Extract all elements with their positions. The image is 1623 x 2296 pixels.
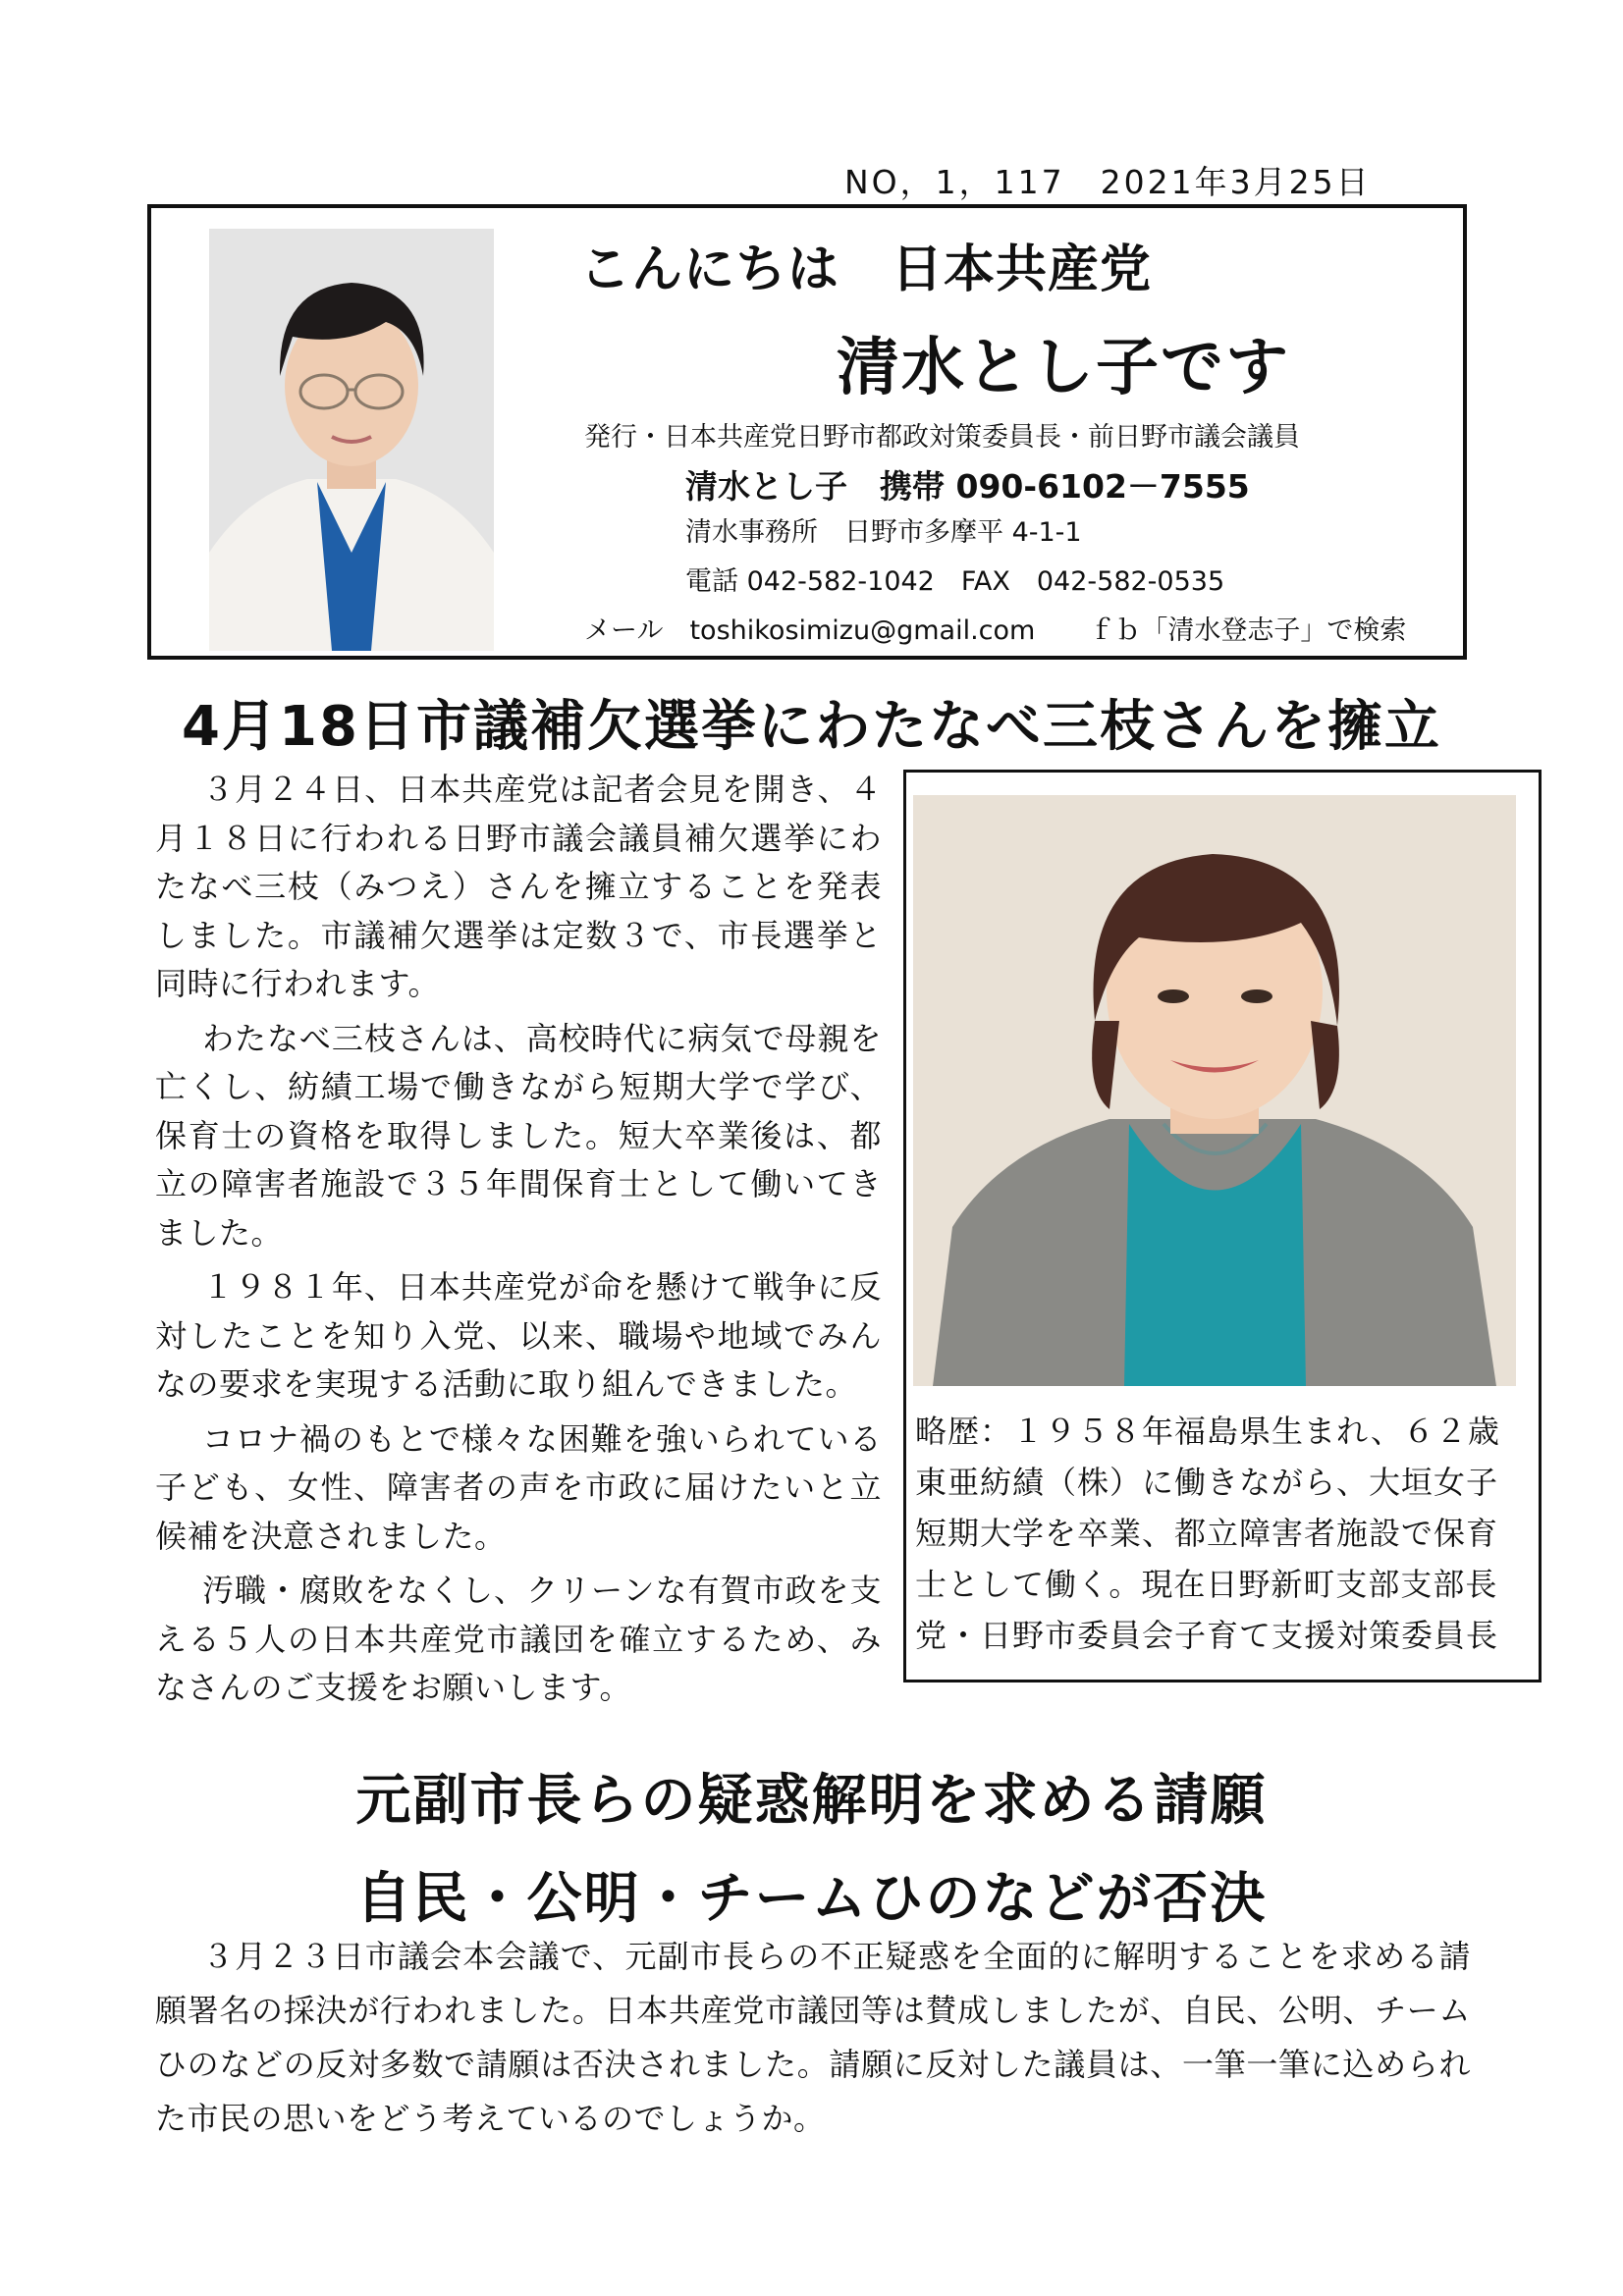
article1-paragraph: １９８１年、日本共産党が命を懸けて戦争に反対したことを知り入党、以来、職場や地域でみんなの要求を実現する活動に取り組んできました。 (155, 1268, 882, 1403)
article2-body (155, 1930, 1471, 2146)
office-address-line: 清水事務所 日野市多摩平 4-1-1 (685, 517, 1082, 548)
article1-paragraph: 汚職・腐敗をなくし、クリーンな有賀市政を支える５人の日本共産党市議団を確立するため、みなさんのご支援をお願いします。 (155, 1572, 882, 1706)
bio-line: 士として働く。現在日野新町支部支部長 (915, 1566, 1498, 1603)
article1-paragraph: コロナ禍のもとで様々な困難を強いられている子ども、女性、障害者の声を市政に届けたいと立候補を決意されました。 (155, 1419, 882, 1555)
article1-headline: 4月18日市議補欠選挙にわたなべ三枝さんを擁立 (182, 695, 1441, 759)
article1-paragraph: わたなべ三枝さんは、高校時代に病気で母親を亡くし、紡績工場で働きながら短期大学で学び、保育士の資格を取得しました。短大卒業後は、都立の障害者施設で３５年間保育士として働いてきました。 (155, 1019, 882, 1252)
candidate-bio (915, 1406, 1524, 1661)
article2-headline-line1: 元副市長らの疑惑解明を求める請願 (355, 1769, 1268, 1833)
phone-fax-line: 電話 042-582-1042 FAX 042-582-0535 (685, 566, 1225, 597)
article2-paragraph: ３月２３日市議会本会議で、元副市長らの不正疑惑を全面的に解明することを求める請願署名の採決が行われました。日本共産党市議団等は賛成しましたが、自民、公明、チームひのなどの反対多数で請願は否決されました。請願に反対した議員は、一筆一筆に込められた市民の思いをどう考えているのでしょうか。 (155, 1938, 1471, 2137)
publisher-line: 発行・日本共産党日野市都政対策委員長・前日野市議会議員 (584, 422, 1300, 453)
email-facebook-line: メール toshikosimizu@gmail.com ｆｂ「清水登志子」で検索 (584, 615, 1407, 646)
article1-body (155, 766, 882, 1719)
issue-number-date: NO，1，117 2021年3月25日 (844, 163, 1372, 201)
portrait-photo-watanabe (913, 795, 1516, 1386)
header-name-heading: 清水とし子です (837, 332, 1290, 404)
portrait-photo-shimizu (209, 229, 494, 651)
article1-paragraph: ３月２４日、日本共産党は記者会見を開き、４月１８日に行われる日野市議会議員補欠選挙にわたなべ三枝（みつえ）さんを擁立することを発表しました。市議補欠選挙は定数３で、市長選挙と同時に行われます。 (155, 771, 882, 1002)
bio-line: 東亜紡績（株）に働きながら、大垣女子 (915, 1464, 1499, 1501)
bio-line: 党・日野市委員会子育て支援対策委員長 (915, 1617, 1499, 1654)
article2-headline-line2: 自民・公明・チームひのなどが否決 (355, 1867, 1268, 1931)
mobile-phone-line: 清水とし子 携帯 090-6102－7555 (685, 467, 1250, 506)
bio-line: 略歴：１９５８年福島県生まれ、６２歳 (915, 1413, 1500, 1450)
header-greeting: こんにちは 日本共産党 (579, 240, 1153, 299)
bio-line: 短期大学を卒業、都立障害者施設で保育 (915, 1515, 1499, 1552)
